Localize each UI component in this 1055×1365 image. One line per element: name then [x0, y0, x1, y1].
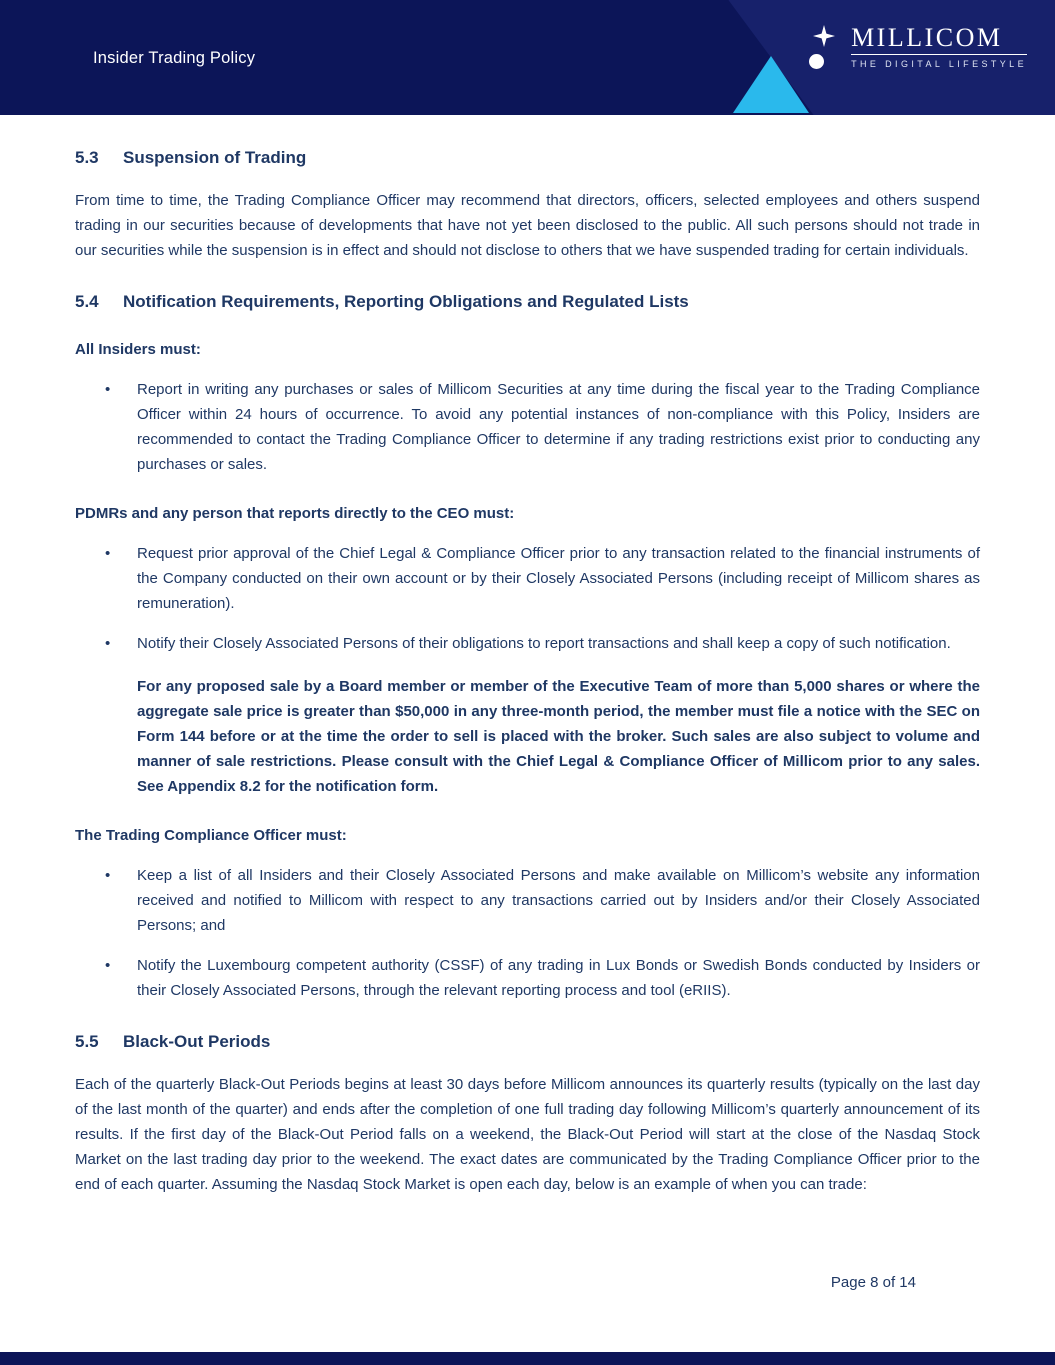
bullet-marker: •	[105, 867, 111, 885]
section-heading-5-4	[75, 291, 980, 313]
millicom-logo	[809, 24, 1027, 69]
logo-text	[851, 24, 1027, 69]
section-number: 5.4	[75, 292, 99, 312]
footer-bar	[0, 1352, 1055, 1365]
bullet-text: Report in writing any purchases or sales of Millicom Securities at any time during the fiscal year to the Trading Compliance Officer within 24 hours of occurrence. To avoid any potential instances of non-compliance with this Policy, Insiders are recommended to contact the Trading Compliance Officer to determine if any trading restrictions exist prior to conducting any purchases or sales.	[137, 381, 980, 474]
paragraph-suspension: From time to time, the Trading Compliance Officer may recommend that directors, officers, selected employees and others suspend trading in our securities because of developments that have not yet been disclosed to the public. All such persons should not trade in our securities while the suspension is in effect and should not disclose to others that we have suspended trading for certain individuals.	[75, 192, 980, 260]
section-title: Notification Requirements, Reporting Obligations and Regulated Lists	[123, 292, 689, 312]
section-title: Suspension of Trading	[123, 148, 307, 167]
label-pdmrs: PDMRs and any person that reports directly to the CEO must:	[75, 505, 515, 523]
label-all-insiders: All Insiders must:	[75, 341, 201, 359]
circle-icon	[809, 54, 824, 69]
bullet-text: Notify the Luxembourg competent authority (CSSF) of any trading in Lux Bonds or Swedish Bonds conducted by Insiders or their Closely Associated Persons, through the relevant reporting process and tool (eRIIS).	[137, 957, 980, 1000]
section-number: 5.3	[75, 148, 99, 167]
bullet-text: Request prior approval of the Chief Legal & Compliance Officer prior to any transaction related to the financial instruments of the Company conducted on their own account or by their Closely Associated Persons (including receipt of Millicom shares as remuneration).	[137, 545, 980, 613]
logo-divider	[851, 54, 1027, 55]
star-icon	[813, 25, 835, 47]
bullet-item	[105, 953, 980, 1003]
bullet-marker: •	[105, 381, 111, 399]
bullet-marker: •	[105, 957, 111, 975]
bullet-item	[105, 863, 980, 938]
bullet-text: Keep a list of all Insiders and their Closely Associated Persons and make available on Millicom’s website any information received and notified to Millicom with respect to any transactions carried out by Insiders and/or their Closely Associated Persons; and	[137, 867, 980, 935]
bullet-marker: •	[105, 635, 111, 653]
form-144-note: For any proposed sale by a Board member or member of the Executive Team of more than 5,000 shares or where the aggregate sale price is greater than $50,000 in any three-month period, the member must file a notice with the SEC on Form 144 before or at the time the order to sell is placed with the broker. Such sales are also subject to volume and manner of sale restrictions. Please consult with the Chief Legal & Compliance Officer of Millicom prior to any sales. See Appendix 8.2 for the notification form.	[137, 678, 980, 796]
header-title: Insider Trading Policy	[93, 49, 256, 67]
section-title: Black-Out Periods	[123, 1032, 271, 1052]
paragraph-blackout: Each of the quarterly Black-Out Periods begins at least 30 days before Millicom announces its quarterly results (typically on the last day of the last month of the quarter) and ends after the completion of one full trading day following Millicom’s quarterly announcement of its results. If the first day of the Black-Out Period falls on a weekend, the Black-Out Period will start at the close of the Nasdaq Stock Market on the last trading day prior to the weekend. The exact dates are communicated by the Trading Compliance Officer prior to the end of each quarter. Assuming the Nasdaq Stock Market is open each day, below is an example of when you can trade:	[75, 1076, 980, 1194]
bullet-item	[105, 377, 980, 477]
page-number: Page 8 of 14	[830, 1274, 916, 1291]
document-content	[0, 115, 1055, 1265]
logo-tagline: THE DIGITAL LIFESTYLE	[851, 59, 1027, 70]
logo-wordmark: MILLICOM	[851, 23, 1003, 52]
logo-marks	[809, 25, 839, 69]
section-number: 5.5	[75, 1032, 99, 1052]
section-heading-5-5	[75, 1031, 980, 1053]
bullet-text: Notify their Closely Associated Persons of their obligations to report transactions and shall keep a copy of such notification.	[137, 635, 951, 653]
bullet-item	[105, 541, 980, 616]
section-heading-5-3	[75, 147, 980, 169]
bullet-item	[105, 631, 980, 656]
label-trading-compliance-officer: The Trading Compliance Officer must:	[75, 827, 347, 845]
page-header	[0, 0, 1055, 115]
bullet-marker: •	[105, 545, 111, 563]
